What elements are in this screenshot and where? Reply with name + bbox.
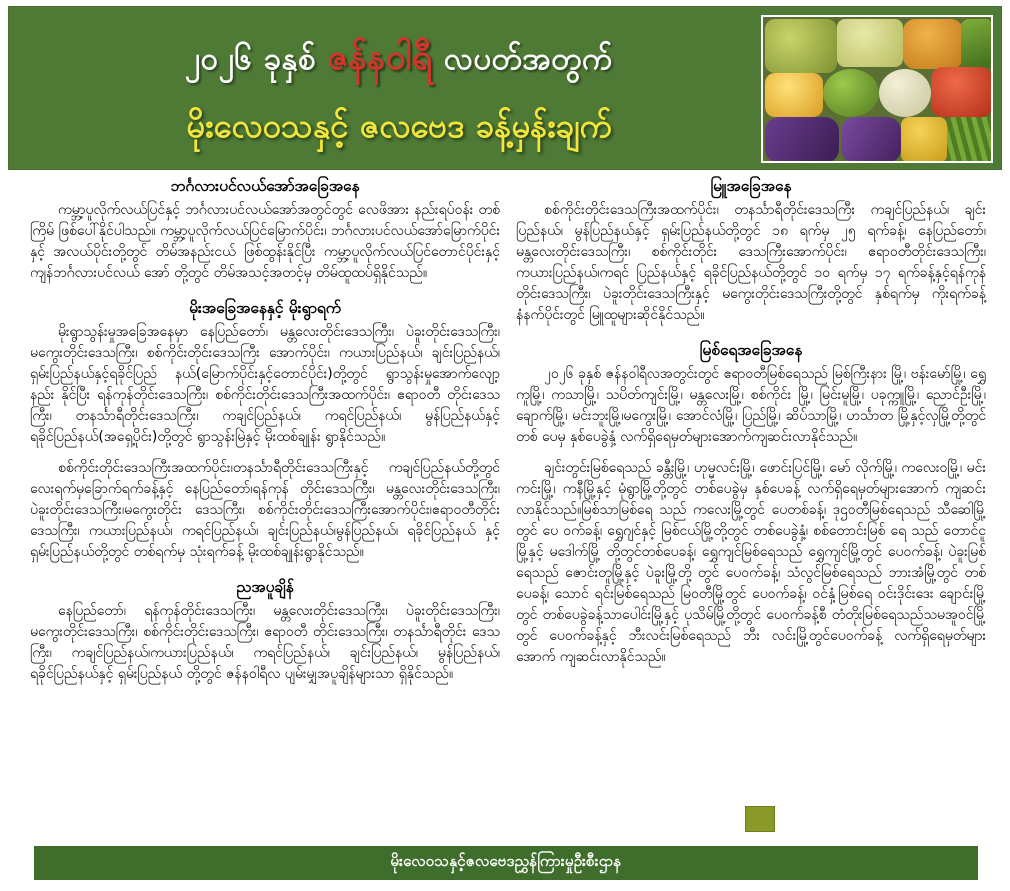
section-title: ညအပူချိန် bbox=[236, 577, 294, 596]
banner-year: ၂၀၂၆ bbox=[185, 41, 253, 77]
section-title: ဘင်္ဂလားပင်လယ်အော်အခြေအနေ bbox=[170, 177, 360, 195]
vegetable-item-icon bbox=[947, 117, 993, 163]
right-column bbox=[516, 176, 986, 682]
section-paragraph: ချင်းတွင်းမြစ်ရေသည် ခန္တီးမြို့၊ ဟုမ္မလင်းမြို့၊ ဖောင်းပြင်မြို့၊ မော် လိုက်မြို့၊ ကလေးဝမြို့၊ မင်းကင်းမြို့၊ ကနီမြို့နှင့် မုံရွာမြို့တို့တွင် တစ်ပေခွဲမှ နှစ်ပေခန့် လက်ရှိရေမှတ်များအောက် ကျဆင်းလာနိုင်သည်။မြစ်သာမြစ်ရေ သည် ကလေးမြို့တွင် ပေတစ်ခန့်၊ ဒုဌဝတီမြစ်ရေသည် သီဆေါမြို့တွင် ပေ ဝက်ခန့်၊ ရွှေဂျင်နှင့် မြစ်ငယ်မြို့တို့တွင် တစ်ပေခွဲနှံ့၊ စစ်တောင်းမြစ် ရေ သည် တောင်ငူမြို့နှင့် မဒေါက်မြို့ တို့တွင်တစ်ပေခန့်၊ ရွှေကျင်မြစ်ရေသည် ရွှေကျင်မြို့တွင် ပေဝက်ခန့်၊ ပဲခူးမြစ်ရေသည် ဇောင်းတူမြို့နှင့် ပဲခူးမြို့တို့ တွင် ပေဝက်ခန့်၊ သံလွင်မြစ်ရေသည် ဘားအံမြို့တွင် တစ်ပေခန့်၊ သောင် ရင်းမြစ်ရေသည် မြဝတီမြို့တွင် ပေဝက်ခန့်၊ ဝင်နှံ့မြစ်ရေ ဝင်းဒိုင်းဒေး ချောင်းမြို့တွင် တစ်ပေခွဲခန့်သာပေါင်းမြို့နှင့် ပုသိမ်မြို့တို့တွင် ပေဝက်ခန့်စီ တံတိုးမြစ်ရေသည်သမအူဝင်မြို့တွင် ပေဝက်ခန့်နှင့် ဘီးလင်းမြစ်ရေသည် ဘီး လင်းမြို့တွင်ပေဝက်ခန့် လက်ရှိရေမှတ်များအောက် ကျဆင်းလာနိုင်သည်။ bbox=[516, 459, 986, 665]
header-banner bbox=[8, 6, 1002, 170]
vegetable-item-icon bbox=[931, 67, 993, 117]
vegetable-item-icon bbox=[765, 117, 839, 163]
left-column bbox=[30, 176, 500, 699]
banner-title-line-2: မိုးလေဝသနှင့် ဇလဗေဒ ခန့်မှန်းချက် bbox=[186, 106, 612, 145]
vegetable-item-icon bbox=[823, 69, 879, 117]
section-night-temperature bbox=[30, 577, 500, 685]
section-river-water-level bbox=[516, 340, 986, 668]
section-paragraph: မိုးရွာသွန်းမှုအခြေအနေမှာ နေပြည်တော်၊ မန္တလေးတိုင်းဒေသကြီး၊ ပဲခူးတိုင်းဒေသကြီး၊ မကွေးတိုင်းဒေသကြီး၊ စစ်ကိုင်းတိုင်းဒေသကြီး အောက်ပိုင်း၊ ကယားပြည်နယ်၊ ချင်းပြည်နယ်၊ ရှမ်းပြည်နယ်နှင့်ရခိုင်ပြည် နယ်(မြောက်ပိုင်းနှင့်တောင်ပိုင်း)တို့တွင် ရွာသွန်းမှုအောက်လျော့ နည်း နိုင်ပြီး ရန်ကုန်တိုင်းဒေသကြီး၊ စစ်ကိုင်းတိုင်းဒေသကြီးအထက်ပိုင်း၊ ဧရာဝတီ တိုင်းဒေသကြီး၊ တနင်္သာရီတိုင်းဒေသကြီး၊ ကချင်ပြည်နယ်၊ ကရင်ပြည်နယ်၊ မွန်ပြည်နယ်နှင့် ရခိုင်ပြည်နယ်(အရှေ့ပိုင်း)တို့တွင် ရွာသွန်းမြဲနှင့် မိုးထစ်ချုန်း ရွာနိုင်သည်။ bbox=[30, 323, 500, 445]
vegetable-item-icon bbox=[879, 69, 931, 117]
section-rainfall bbox=[30, 298, 500, 563]
banner-month-highlight: ဇန်နဝါရီ bbox=[327, 38, 433, 78]
vegetable-item-icon bbox=[901, 117, 947, 163]
olive-square-mark bbox=[745, 806, 775, 832]
banner-title-line-1 bbox=[49, 35, 749, 87]
content-area bbox=[0, 176, 1010, 836]
section-paragraph: နေပြည်တော်၊ ရန်ကုန်တိုင်းဒေသကြီး၊ မန္တလေးတိုင်းဒေသကြီး၊ ပဲခူးတိုင်းဒေသကြီး၊ မကွေးတိုင်းဒေသကြီး၊ စစ်ကိုင်းတိုင်းဒေသကြီး၊ ဧရာဝတီ တိုင်းဒေသကြီး၊ တနင်္သာရီတိုင်း ဒေသကြီး၊ ကချင်ပြည်နယ်၊ကယားပြည်နယ်၊ ကရင်ပြည်နယ်၊ ချင်းပြည်နယ်၊ မွန်ပြည်နယ်၊ ရခိုင်ပြည်နယ်နှင့် ရှမ်းပြည်နယ် တို့တွင် ဇန်နဝါရီလ ပျမ်းမျှအပူချိန်များသာ ရှိနိုင်သည်။ bbox=[30, 602, 500, 682]
footer-bar bbox=[34, 846, 978, 880]
banner-period-label: လပတ်အတွက် bbox=[444, 41, 613, 77]
vegetables-photo bbox=[761, 15, 993, 163]
section-paragraph: ၂၀၂၆ ခုနှစ် ဇန်နဝါရီလအတွင်းတွင် ဧရာဝတီမြစ်ရေသည် မြစ်ကြီးနား မြို့၊ ဗန်းမော်မြို့၊ ရွှေကူမြို့၊ ကသာမြို့၊ သပိတ်ကျင်းမြို့၊ မန္တလေးမြို့၊ စစ်ကိုင်း မြို့၊ မြင်းမူမြို့၊ ပခုက္ကူမြို့၊ ညောင်ဦးမြို့၊ ချောက်မြို့၊ မင်းဘူးမြို့၊မကွေးမြို့၊ အောင်လံမြို့၊ ပြည်မြို့၊ ဆိပ်သာမြို့၊ ဟင်္သာတ မြို့နှင့်လှမြို့တို့တွင် တစ် ပေမှ နှစ်ပေခွဲနှံ့ လက်ရှိရေမှတ်များအောက်ကျဆင်းလာနိုင်သည်။ bbox=[516, 365, 986, 445]
vegetable-item-icon bbox=[765, 19, 837, 73]
banner-year-suffix: ခုနှစ် bbox=[263, 41, 317, 77]
section-title: မြစ်ရေအခြေအနေ bbox=[699, 340, 803, 359]
footer-department-label: မိုးလေဝသနှင့်ဇလဗေဒညွှန်ကြားမှုဦးစီးဌာန bbox=[390, 852, 622, 870]
section-paragraph: ကမ္ဘာ့ပူလိုက်လယ်ပြင်နှင့် ဘင်္ဂလားပင်လယ်အော်အတွင်တွင် လေဖိအား နည်းရပ်ဝန်း တစ်ကြိမ် ဖြစ်ပေါ်နိုင်ပါသည်။ ကမ္ဘာ့ပူလိုက်လယ်ပြင်မြောက်ပိုင်း၊ ဘင်္ဂလားပင်လယ်အော်မြောက်ပိုင်းနှင့် အလယ်ပိုင်းတို့တွင် တိမ်အနည်းငယ် ဖြစ်ထွန်းနိုင်ပြီး ကမ္ဘာ့ပူလိုက်လယ်ပြင်တောင်ပိုင်းနှင့် ကျန်ဘင်္ဂလားပင်လယ် အော် တို့တွင် တိမ်အသင့်အတင့်မှ တိမ်ထူထပ်ရှိနိုင်သည်။ bbox=[30, 201, 500, 281]
vegetable-item-icon bbox=[903, 19, 963, 69]
vegetable-item-icon bbox=[961, 19, 993, 69]
section-paragraph: စစ်ကိုင်းတိုင်းဒေသကြီးအထက်ပိုင်း၊ တနင်္သာရီတိုင်းဒေသကြီး ကချင်ပြည်နယ်၊ ချင်း ပြည်နယ်၊ မွန်ပြည်နယ်နှင့် ရှမ်းပြည်နယ်တို့တွင် ၁၈ ရက်မှ ၂၅ ရက်ခန့်၊ နေပြည်တော်၊ မန္တလေးတိုင်းဒေသကြီး၊ စစ်ကိုင်းတိုင်း ဒေသကြီးအောက်ပိုင်း၊ ဧရာဝတီတိုင်းဒေသကြီး၊ ကယားပြည်နယ်၊ကရင် ပြည်နယ်နှင့် ရခိုင်ပြည်နယ်တို့တွင် ၁၀ ရက်မှ ၁၇ ရက်ခန့်နှင့်ရန်ကုန် တိုင်းဒေသကြီး၊ ပဲခူးတိုင်းဒေသကြီးနှင့် မကွေးတိုင်းဒေသကြီးတို့တွင် နှစ်ရက်မှ ကိုးရက်ခန့် နံနက်ပိုင်းတွင် မြူထူများဆိုင်နိုင်သည်။ bbox=[516, 201, 986, 323]
vegetable-item-icon bbox=[841, 117, 901, 163]
section-title: မိုးအခြေအနေနှင့် မိုးရွာရက် bbox=[189, 298, 341, 317]
vegetable-item-icon bbox=[837, 19, 903, 67]
section-title: မြူအခြေအနေ bbox=[710, 177, 792, 195]
section-bay-of-bengal bbox=[30, 176, 500, 284]
vegetable-item-icon bbox=[765, 73, 823, 117]
section-fog bbox=[516, 176, 986, 326]
section-paragraph: စစ်ကိုင်းတိုင်းဒေသကြီးအထက်ပိုင်း၊တနင်္သာရီတိုင်းဒေသကြီးနှင့် ကချင်ပြည်နယ်တို့တွင် လေးရက်မှခြောက်ရက်ခန့်နှင့် နေပြည်တော်၊ရန်ကုန် တိုင်းဒေသကြီး၊ မန္တလေးတိုင်းဒေသကြီး၊ ပဲခူးတိုင်းဒေသကြီး၊မကွေးတိုင်း ဒေသကြီး၊ စစ်ကိုင်းတိုင်းဒေသကြီးအောက်ပိုင်း၊ဧရာဝတီတိုင်း ဒေသကြီး၊ ကယားပြည်နယ်၊ ကရင်ပြည်နယ်၊ ချင်းပြည်နယ်၊မွန်ပြည်နယ်၊ ရခိုင်ပြည်နယ် နှင့် ရှမ်းပြည်နယ်တို့တွင် တစ်ရက်မှ သုံးရက်ခန့် မိုးထစ်ချုန်းရွာနိုင်သည်။ bbox=[30, 459, 500, 560]
